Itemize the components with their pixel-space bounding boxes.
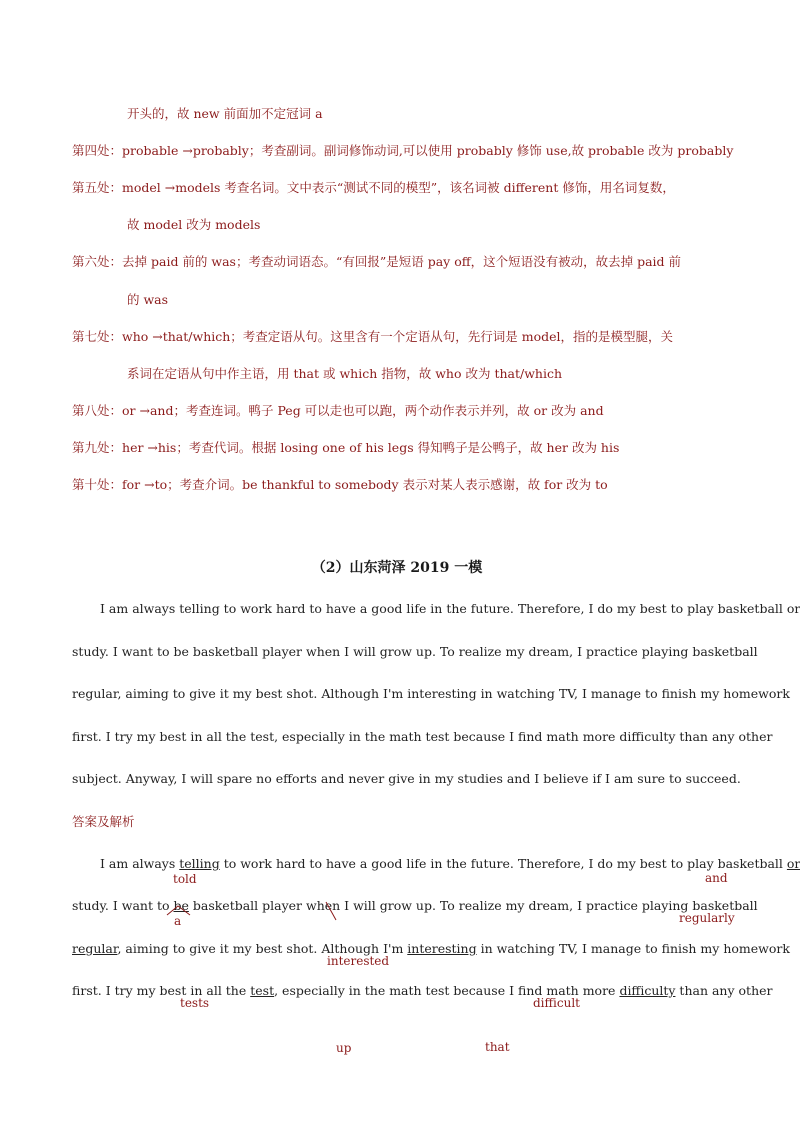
error-word: be xyxy=(173,898,189,913)
analysis-item-text: model →models 考查名词。文中表示“测试不同的模型”，该名词被 different 修饰，用名词复数， xyxy=(122,180,675,195)
error-word: interesting xyxy=(407,941,477,956)
analysis-item-text: probable →probably；考查副词。副词修饰动词,可以使用 probably 修饰 use,故 probable 改为 probably xyxy=(122,143,734,158)
correction-and: and xyxy=(705,871,728,885)
text-segment: first. I try my best in all the xyxy=(72,983,251,998)
error-word: test xyxy=(250,983,275,998)
delete-slash-icon xyxy=(326,902,336,920)
analysis-item-text: or →and；考查连词。鸭子 Peg 可以走也可以跑，两个动作表示并列，故 or 改为 and xyxy=(122,403,604,418)
text-segment: , aiming to give it my best shot. Although I'm xyxy=(117,941,408,956)
analysis-continuation-line: 开头的，故 new 前面加不定冠词 a xyxy=(127,106,323,121)
text-segment: to work hard to have a good life in the future. Therefore, I do my best to play basketball xyxy=(219,856,787,871)
passage-line: I am always telling to work hard to have a good life in the future. Therefore, I do my best to play basketball or xyxy=(100,601,800,616)
analysis-item-text: who →that/which；考查定语从句。这里含有一个定语从句，先行词是 model，指的是模型腿，关 xyxy=(122,329,674,344)
correction-a: a xyxy=(174,914,182,928)
text-segment: I am always xyxy=(100,856,180,871)
error-word: telling xyxy=(179,856,220,871)
analysis-item-label: 第八处： xyxy=(72,403,123,418)
analysis-item-6-cont: 的 was xyxy=(127,292,169,307)
text-segment: in watching TV, I manage to finish my homework xyxy=(476,941,790,956)
passage-line: first. I try my best in all the test, especially in the math test because I find math more difficulty than any other xyxy=(72,729,773,744)
correction-interested: interested xyxy=(327,954,390,968)
analysis-item-label: 第九处： xyxy=(72,440,123,455)
passage-line: regular, aiming to give it my best shot. Although I'm interesting in watching TV, I manage to finish my homework xyxy=(72,686,790,701)
analysis-item-label: 第十处： xyxy=(72,477,123,492)
correction-tests: tests xyxy=(180,996,210,1010)
text-segment: , especially in the math test because I find math more xyxy=(274,983,620,998)
error-word: difficulty xyxy=(619,983,676,998)
analysis-item-text: her →his；考查代词。根据 losing one of his legs 得知鸭子是公鸭子，故 her 改为 his xyxy=(122,440,620,455)
correction-that: that xyxy=(485,1040,510,1054)
analysis-item-7-cont: 系词在定语从句中作主语，用 that 或 which 指物，故 who 改为 that/which xyxy=(127,366,562,381)
analysis-item-label: 第四处： xyxy=(72,143,123,158)
analysis-item-5-cont: 故 model 改为 models xyxy=(127,217,261,232)
answer-heading: 答案及解析 xyxy=(72,814,135,829)
text-segment: than any other xyxy=(675,983,773,998)
error-word: regular xyxy=(72,941,118,956)
text-segment: study. I want to xyxy=(72,898,174,913)
section-title: （2）山东菏泽 2019 一模 xyxy=(311,560,483,576)
correction-difficult: difficult xyxy=(533,996,580,1010)
correction-told: told xyxy=(173,872,197,886)
passage-line: subject. Anyway, I will spare no efforts and never give in my studies and I believe if I am sure to succeed. xyxy=(72,771,741,786)
analysis-item-label: 第七处： xyxy=(72,329,123,344)
error-word: or xyxy=(786,856,800,871)
analysis-item-text: 去掉 paid 前的 was；考查动词语态。“有回报”是短语 pay off，这个短语没有被动，故去掉 paid 前 xyxy=(122,254,682,269)
passage-line: study. I want to be basketball player when I will grow up. To realize my dream, I practice playing basketball xyxy=(72,644,758,659)
correction-regularly: regularly xyxy=(679,911,735,925)
analysis-item-text: for →to；考查介词。be thankful to somebody 表示对某人表示感谢，故 for 改为 to xyxy=(122,477,608,492)
correction-up: up xyxy=(336,1041,352,1055)
analysis-item-label: 第五处： xyxy=(72,180,123,195)
analysis-item-label: 第六处： xyxy=(72,254,123,269)
text-segment: basketball player when I will grow up. To realize my dream, I practice playing basketball xyxy=(188,898,758,913)
